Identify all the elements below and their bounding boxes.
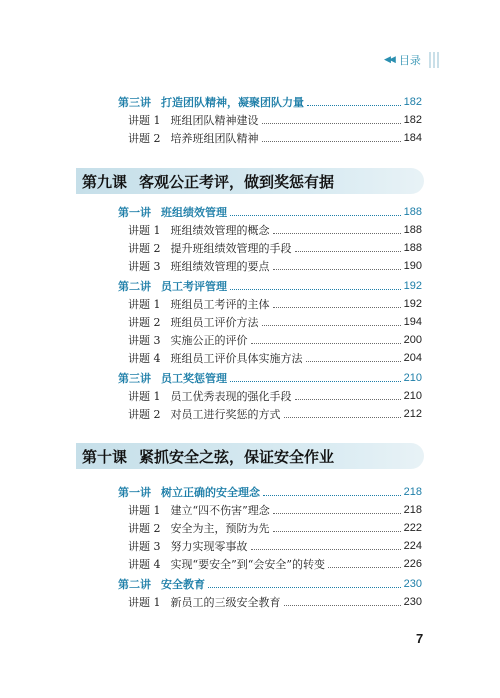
entry-page-number: 230 [403, 596, 422, 608]
topic-title: 员工优秀表现的强化手段 [170, 390, 292, 403]
section-entry[interactable] [118, 483, 422, 501]
entry-page-number: 218 [403, 486, 422, 498]
topic-number: 讲题 1 [128, 596, 161, 609]
section-title: 员工考评管理 [161, 280, 227, 293]
entry-page-number: 204 [403, 352, 422, 364]
topic-entry[interactable] [128, 349, 422, 367]
topic-entry[interactable] [128, 519, 422, 537]
dot-leader [284, 417, 401, 418]
dot-leader [262, 325, 401, 326]
dot-leader [307, 105, 401, 106]
toc-header-label: 目录 [398, 54, 421, 67]
topic-number: 讲题 1 [128, 114, 161, 127]
topic-title: 班组团队精神建设 [170, 114, 259, 127]
entry-page-number: 200 [403, 334, 422, 346]
topic-title: 实施公正的评价 [170, 334, 248, 347]
page-number: 7 [416, 631, 424, 646]
topic-title: 安全为主，预防为先 [170, 522, 270, 535]
section-entry[interactable] [118, 93, 422, 111]
topic-entry[interactable] [128, 257, 422, 275]
topic-number: 讲题 3 [128, 540, 161, 553]
entry-page-number: 184 [403, 132, 422, 144]
topic-entry[interactable] [128, 555, 422, 573]
section-number: 第三讲 [118, 96, 151, 109]
section-entry[interactable] [118, 575, 422, 593]
dot-leader [263, 495, 401, 496]
section-entry[interactable] [118, 203, 422, 221]
section-entry[interactable] [118, 277, 422, 295]
dot-leader [230, 215, 401, 216]
topic-number: 讲题 2 [128, 522, 161, 535]
topic-entry[interactable] [128, 331, 422, 349]
dot-leader [273, 233, 401, 234]
topic-title: 建立“四不伤害”理念 [170, 504, 270, 517]
dot-leader [251, 549, 401, 550]
topic-number: 讲题 2 [128, 408, 161, 421]
topic-number: 讲题 2 [128, 242, 161, 255]
topic-number: 讲题 1 [128, 298, 161, 311]
dot-leader [273, 307, 401, 308]
entry-page-number: 224 [403, 540, 422, 552]
dot-leader [230, 381, 401, 382]
entry-page-number: 188 [403, 206, 422, 218]
dot-leader [273, 513, 401, 514]
entry-page-number: 188 [403, 242, 422, 254]
section-title: 班组绩效管理 [161, 206, 227, 219]
topic-title: 提升班组绩效管理的手段 [170, 242, 292, 255]
section-title: 打造团队精神，凝聚团队力量 [161, 96, 304, 109]
entry-page-number: 226 [403, 558, 422, 570]
lesson-title: 客观公正考评，做到奖惩有据 [139, 172, 335, 191]
topic-entry[interactable] [128, 295, 422, 313]
lesson-number: 第十课 [82, 447, 128, 466]
entry-page-number: 222 [403, 522, 422, 534]
topic-title: 班组员工考评的主体 [170, 298, 270, 311]
entry-page-number: 212 [403, 408, 422, 420]
dot-leader [208, 587, 401, 588]
lesson-title: 紧抓安全之弦，保证安全作业 [139, 447, 335, 466]
dot-leader [262, 141, 401, 142]
dot-leader [328, 567, 401, 568]
section-number: 第二讲 [118, 578, 151, 591]
topic-number: 讲题 2 [128, 132, 161, 145]
topic-entry[interactable] [128, 501, 422, 519]
section-title: 员工奖惩管理 [161, 372, 227, 385]
topic-entry[interactable] [128, 387, 422, 405]
dot-leader [284, 605, 401, 606]
topic-entry[interactable] [128, 239, 422, 257]
entry-page-number: 192 [403, 280, 422, 292]
entry-page-number: 190 [403, 260, 422, 272]
topic-title: 对员工进行奖惩的方式 [170, 408, 281, 421]
entry-page-number: 182 [403, 114, 422, 126]
dot-leader [262, 123, 401, 124]
entry-page-number: 188 [403, 224, 422, 236]
dot-leader [251, 343, 401, 344]
topic-number: 讲题 1 [128, 504, 161, 517]
dot-leader [295, 251, 401, 252]
dot-leader [273, 269, 401, 270]
topic-title: 实现“要安全”到“会安全”的转变 [170, 558, 325, 571]
topic-title: 班组绩效管理的要点 [170, 260, 270, 273]
topic-number: 讲题 1 [128, 390, 161, 403]
entry-page-number: 210 [403, 372, 422, 384]
section-number: 第一讲 [118, 486, 151, 499]
topic-title: 班组员工评价方法 [170, 316, 259, 329]
topic-entry[interactable] [128, 111, 422, 129]
section-number: 第三讲 [118, 372, 151, 385]
dot-leader [295, 399, 401, 400]
lesson-number: 第九课 [82, 172, 128, 191]
dot-leader [273, 531, 401, 532]
topic-title: 培养班组团队精神 [170, 132, 259, 145]
section-title: 安全教育 [161, 578, 205, 591]
topic-title: 班组员工评价具体实施方法 [170, 352, 303, 365]
topic-entry[interactable] [128, 537, 422, 555]
topic-entry[interactable] [128, 593, 422, 611]
topic-entry[interactable] [128, 221, 422, 239]
entry-page-number: 194 [403, 316, 422, 328]
lesson-heading[interactable] [76, 443, 424, 469]
toc-header[interactable] [384, 52, 439, 68]
topic-title: 新员工的三级安全教育 [170, 596, 281, 609]
topic-entry[interactable] [128, 405, 422, 423]
topic-number: 讲题 4 [128, 558, 161, 571]
section-number: 第二讲 [118, 280, 151, 293]
dot-leader [230, 289, 401, 290]
lesson-heading[interactable] [76, 168, 424, 194]
entry-page-number: 192 [403, 298, 422, 310]
topic-title: 班组绩效管理的概念 [170, 224, 270, 237]
section-number: 第一讲 [118, 206, 151, 219]
entry-page-number: 218 [403, 504, 422, 516]
topic-title: 努力实现零事故 [170, 540, 248, 553]
section-entry[interactable] [118, 369, 422, 387]
topic-entry[interactable] [128, 129, 422, 147]
section-title: 树立正确的安全理念 [161, 486, 260, 499]
topic-number: 讲题 2 [128, 316, 161, 329]
topic-number: 讲题 4 [128, 352, 161, 365]
entry-page-number: 182 [403, 96, 422, 108]
topic-entry[interactable] [128, 313, 422, 331]
dot-leader [306, 361, 401, 362]
double-left-arrow-icon: ◀◀ [384, 55, 394, 65]
entry-page-number: 210 [403, 390, 422, 402]
topic-number: 讲题 3 [128, 260, 161, 273]
topic-number: 讲题 1 [128, 224, 161, 237]
header-bars-decoration [429, 52, 439, 68]
topic-number: 讲题 3 [128, 334, 161, 347]
entry-page-number: 230 [403, 578, 422, 590]
